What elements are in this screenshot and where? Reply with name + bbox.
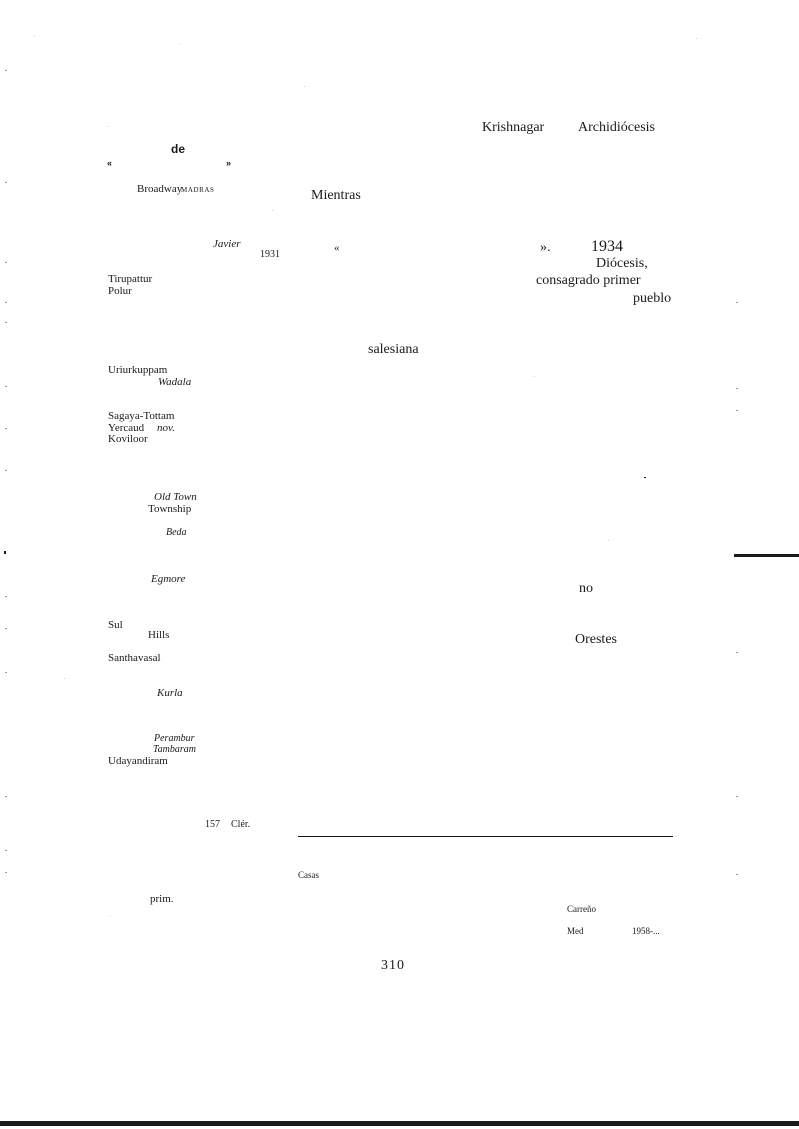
word-old-town: Old Town bbox=[154, 491, 197, 503]
margin-speck bbox=[5, 872, 7, 873]
margin-speck bbox=[736, 388, 738, 389]
year-1934: 1934 bbox=[591, 238, 623, 255]
margin-speck bbox=[5, 182, 7, 183]
margin-speck bbox=[5, 322, 7, 323]
word-archidiocesis: Archidiócesis bbox=[578, 120, 655, 135]
page-speck bbox=[180, 44, 181, 45]
margin-speck bbox=[736, 302, 738, 303]
word-polur: Polur bbox=[108, 285, 132, 297]
word-orestes: Orestes bbox=[575, 632, 617, 647]
word-consagrado-primer: consagrado primer bbox=[536, 273, 641, 288]
page-speck bbox=[64, 678, 65, 679]
margin-speck bbox=[5, 428, 7, 429]
footnote-carreno: Carreño bbox=[567, 904, 596, 914]
margin-speck bbox=[5, 262, 7, 263]
margin-speck bbox=[5, 850, 7, 851]
page-speck bbox=[34, 36, 35, 37]
word-uriurkuppam: Uriurkuppam bbox=[108, 364, 168, 376]
word-nov: nov. bbox=[157, 422, 175, 434]
margin-speck bbox=[5, 672, 7, 673]
scan-mark-right bbox=[644, 477, 646, 478]
footnote-med: Med bbox=[567, 926, 584, 936]
word-pueblo: pueblo bbox=[633, 291, 672, 306]
word-salesiana: salesiana bbox=[368, 342, 419, 357]
word-perambur: Perambur bbox=[154, 733, 195, 744]
word-sagaya-tottam: Sagaya-Tottam bbox=[108, 410, 175, 422]
scan-mark-left bbox=[4, 551, 6, 554]
quote-open: « bbox=[107, 158, 113, 168]
word-tirupattur: Tirupattur bbox=[108, 273, 153, 285]
page-speck bbox=[304, 86, 305, 87]
word-cler: Clér. bbox=[231, 819, 251, 830]
word-santhavasal: Santhavasal bbox=[108, 652, 161, 664]
margin-speck bbox=[5, 302, 7, 303]
word-mientras: Mientras bbox=[311, 188, 361, 203]
margin-speck bbox=[736, 874, 738, 875]
footnote-rule bbox=[298, 836, 673, 837]
margin-speck bbox=[5, 628, 7, 629]
page-speck bbox=[534, 376, 535, 377]
word-hills: Hills bbox=[148, 629, 170, 641]
margin-speck bbox=[5, 596, 7, 597]
word-diocesis: Diócesis, bbox=[596, 256, 648, 271]
word-krishnagar: Krishnagar bbox=[482, 120, 545, 135]
page-speck bbox=[608, 540, 609, 541]
number-157: 157 bbox=[205, 819, 220, 830]
word-prim: prim. bbox=[150, 893, 174, 905]
page-number: 310 bbox=[381, 958, 405, 973]
quote-close-dot: ». bbox=[540, 240, 551, 255]
page-speck bbox=[696, 38, 697, 39]
word-madras: MADRAS bbox=[181, 186, 215, 194]
page-speck bbox=[272, 210, 273, 211]
word-egmore: Egmore bbox=[151, 573, 186, 585]
scan-bar-right bbox=[734, 554, 799, 557]
word-wadala: Wadala bbox=[158, 376, 192, 388]
word-javier: Javier bbox=[213, 238, 241, 250]
margin-speck bbox=[5, 70, 7, 71]
word-tambaram: Tambaram bbox=[153, 744, 196, 755]
word-udayandiram: Udayandiram bbox=[108, 755, 168, 767]
word-de: de bbox=[171, 142, 186, 156]
margin-speck bbox=[5, 470, 7, 471]
page-speck bbox=[108, 126, 109, 127]
word-beda: Beda bbox=[166, 527, 187, 538]
word-kurla: Kurla bbox=[157, 687, 183, 699]
footnote-range: 1958-... bbox=[632, 926, 660, 936]
margin-speck bbox=[736, 652, 738, 653]
margin-speck bbox=[736, 796, 738, 797]
quote-close: » bbox=[226, 158, 232, 168]
word-township: Township bbox=[148, 503, 192, 515]
word-koviloor: Koviloor bbox=[108, 433, 148, 445]
word-no: no bbox=[579, 581, 593, 596]
scan-bar-bottom bbox=[0, 1121, 799, 1126]
page-speck bbox=[110, 916, 111, 917]
word-sul: Sul bbox=[108, 619, 123, 631]
year-1931: 1931 bbox=[260, 249, 280, 260]
margin-speck bbox=[736, 410, 738, 411]
margin-speck bbox=[5, 796, 7, 797]
word-yercaud: Yercaud bbox=[108, 422, 145, 434]
footnote-casas: Casas bbox=[298, 870, 319, 880]
quote-open-right: « bbox=[334, 242, 340, 254]
word-broadway: Broadway bbox=[137, 183, 183, 195]
margin-speck bbox=[5, 386, 7, 387]
